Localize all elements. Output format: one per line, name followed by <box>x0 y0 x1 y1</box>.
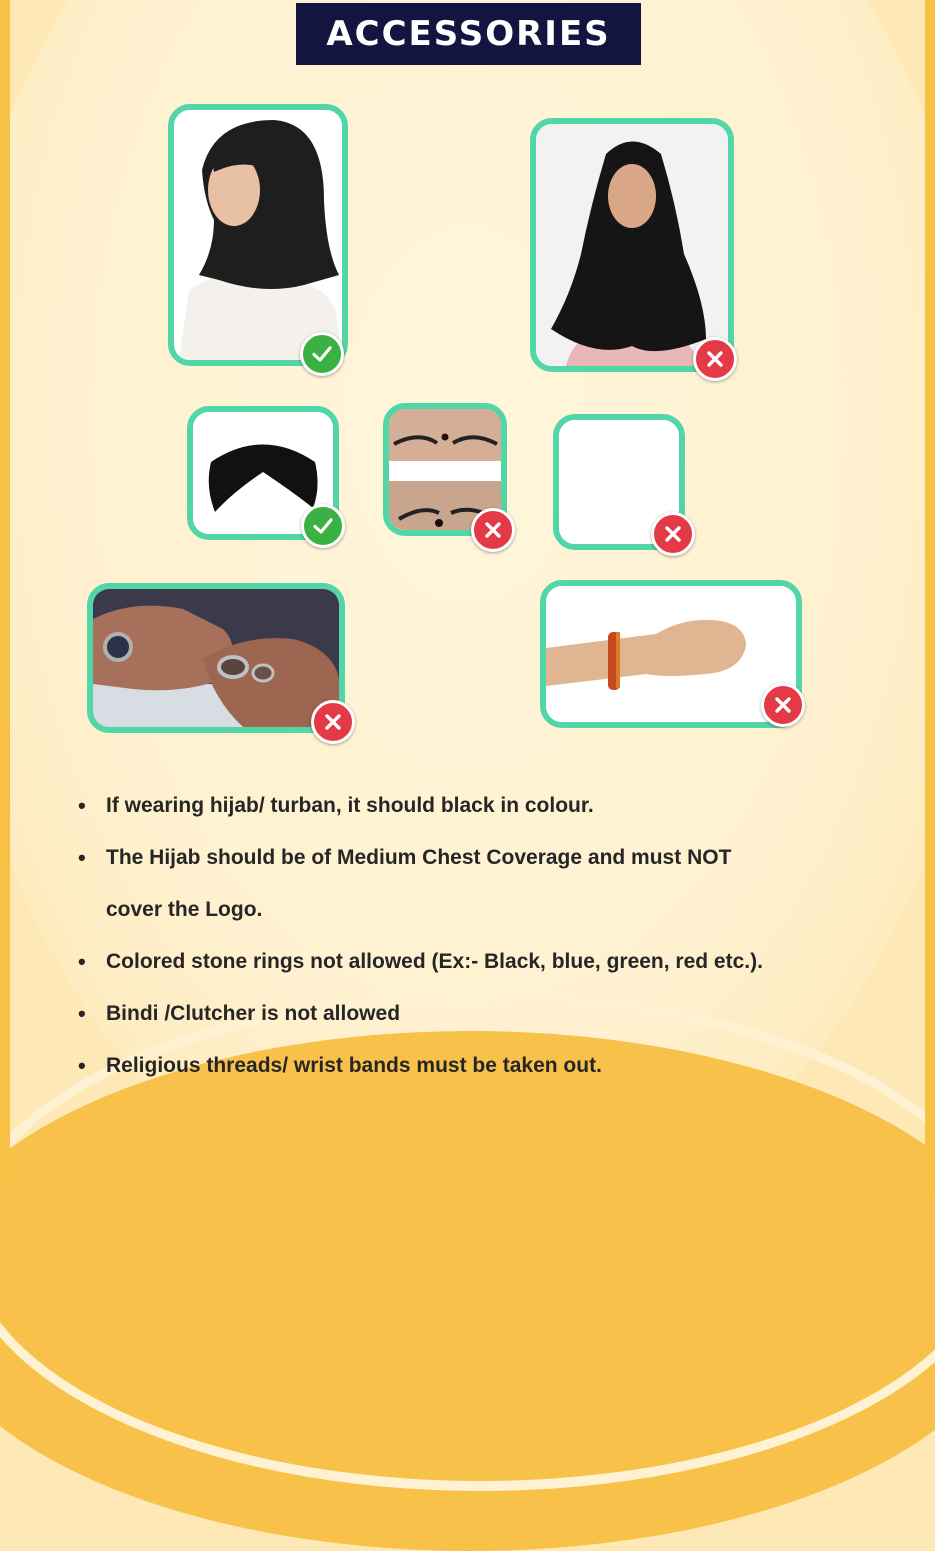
left-edge-stripe <box>0 0 10 1191</box>
cross-icon <box>321 710 345 734</box>
page-title: ACCESSORIES <box>326 14 611 54</box>
cross-icon <box>771 693 795 717</box>
stone-rings-photo <box>93 589 339 727</box>
rule-item <box>78 1040 898 1092</box>
not-allowed-badge <box>761 683 805 727</box>
rule-text-continued: cover the Logo. <box>106 898 263 921</box>
rule-text: • Colored stone rings not allowed (Ex:- Black, blue, green, red etc.). <box>106 950 763 973</box>
not-allowed-badge <box>651 512 695 556</box>
cross-icon <box>481 518 505 542</box>
title-banner <box>296 3 641 65</box>
hijab-allowed-card <box>168 104 348 366</box>
rule-text: • If wearing hijab/ turban, it should black in colour. <box>106 794 594 817</box>
check-icon <box>311 514 335 538</box>
hijab-allowed-photo <box>174 110 342 360</box>
rule-text: • The Hijab should be of Medium Chest Coverage and must NOT <box>106 846 732 869</box>
rule-item <box>78 832 898 936</box>
religious-thread-photo <box>546 586 796 722</box>
not-allowed-badge <box>311 700 355 744</box>
rule-item <box>78 780 898 832</box>
cross-icon <box>661 522 685 546</box>
cross-icon <box>703 347 727 371</box>
not-allowed-badge <box>471 508 515 552</box>
stone-rings-not-allowed-card <box>87 583 345 733</box>
rule-item <box>78 936 898 988</box>
not-allowed-badge <box>693 337 737 381</box>
rule-text: • Bindi /Clutcher is not allowed <box>106 1002 401 1025</box>
hijab-long-photo <box>536 124 728 366</box>
allowed-badge <box>300 332 344 376</box>
hijab-long-not-allowed-card <box>530 118 734 372</box>
check-icon <box>310 342 334 366</box>
allowed-badge <box>301 504 345 548</box>
rule-item <box>78 988 898 1040</box>
right-edge-stripe <box>925 0 935 1191</box>
rules-list <box>78 780 898 1092</box>
rule-text: • Religious threads/ wrist bands must be taken out. <box>106 1054 602 1077</box>
